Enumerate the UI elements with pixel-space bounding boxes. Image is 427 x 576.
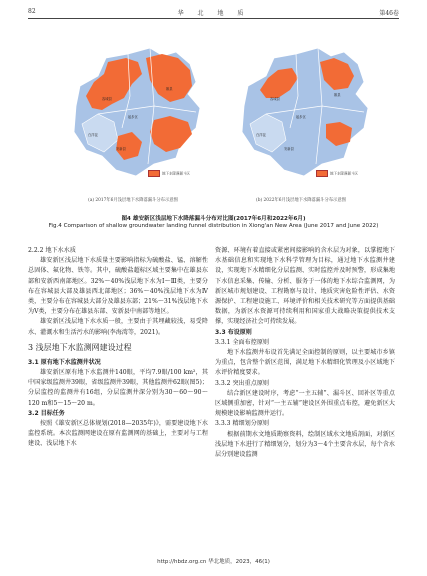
header-rule xyxy=(28,18,399,19)
body-paragraph: 根据前期水文地质勘察资料，绘制区域水文地质剖面，对新区浅层地下水进行了精细划分，划分为3～4个主要含水层，每个含水层分别建设监测 xyxy=(215,430,395,459)
map-label-xiongxian: 雄县 xyxy=(334,93,341,97)
body-paragraph: 雄安新区原有地下水监测井140眼，平均7.9眼/100 km²，其中国家级监测井39眼，省级监测井39眼，其他监测井62眼(图5)；分层监控的监测井有16组，分层监测井深分别为30～60～90～120 m和5～15～20 m。 xyxy=(28,369,208,407)
map-label-rongcheng: 容城县 xyxy=(102,97,112,101)
map-label-rongcheng: 容城县 xyxy=(270,97,280,101)
page-footer: http://hbdz.org.cn 华北地质，2023，46(1) xyxy=(157,559,270,565)
body-paragraph: 地下水监测井布设首先满足全面控制的原则，以主要城市乡镇为重点，包含整个新区范围，满足地下水精细化管理及小区域地下水评价精度要求。 xyxy=(215,349,395,377)
section-heading-3-3-3: 3.3.3 精细划分原则 xyxy=(215,420,270,428)
map-panel-a xyxy=(58,36,208,203)
legend-label: 地下水降落漏斗区 xyxy=(162,171,190,176)
map-label-baiyangdian: 白洋淀 xyxy=(88,133,98,137)
running-header xyxy=(28,6,399,18)
legend-swatch xyxy=(316,170,328,177)
map-label-anxin: 安新县 xyxy=(284,147,294,151)
map-legend xyxy=(148,170,190,177)
section-heading-3: 3 浅层地下水监测网建设过程 xyxy=(28,342,132,352)
figure-caption xyxy=(28,214,399,231)
body-paragraph: 雄安新区浅层地下水水质一般，主要由于其埋藏较浅，易受降水、灌溉水和生活污水的影响(李海湾等，2021)。 xyxy=(28,318,208,336)
page-number: 82 xyxy=(28,8,36,15)
body-paragraph: 雄安新区浅层地下水质量主要影响指标为硫酸盐、锰、溶解性总固体、氟化物、铁等。其中，硫酸盐超标区域主要集中在雄县东部和安新西南部地区。32%～40%浅层地下水为Ⅰ～Ⅲ类，主要分布在容城县大部及雄县西北部地区；36%～40%浅层地下水为Ⅳ类，主要分布在容城县大部分及雄县东部；21%～31%浅层地下水为Ⅴ类，主要分布在雄县东部、安新县中南部等地区。 xyxy=(28,257,208,316)
section-heading-3-1: 3.1 原有地下水监测井状况 xyxy=(28,358,101,366)
section-heading-3-3-2: 3.3.2 突出重点原则 xyxy=(215,379,270,387)
figure-caption-zh: 图4 雄安新区浅层地下水降落漏斗分布对比图(2017年6月和2022年6月) xyxy=(121,216,306,222)
right-column xyxy=(215,246,395,460)
map-label-baiyangdian: 白洋淀 xyxy=(256,133,266,137)
left-column xyxy=(28,246,208,450)
map-label-qibuqu: 起步区 xyxy=(128,115,138,119)
map-label-xiongxian: 雄县 xyxy=(166,87,173,91)
panel-a-caption: (a) 2017年6月浅层地下水降落漏斗分布示意图 xyxy=(88,198,178,203)
map-label-qibuqu: 起步区 xyxy=(296,115,306,119)
body-paragraph: 按照《雄安新区总体规划(2018—2035年)》，需要建设地下水监控系统。本次监测网建设在原有监测网的基础上，主要对与工程建设、浅层地下水 xyxy=(28,420,208,448)
body-paragraph: 结合新区建设时序，考虑“一主五辅”、漏斗区、回补区等重点区域侧重加密，针对“一主五辅”建设区外围重点布控，避免新区大规模建设影响监测井运行。 xyxy=(215,389,395,418)
section-heading-3-2: 3.2 目标任务 xyxy=(28,409,65,417)
legend-swatch xyxy=(148,170,160,177)
figure-4 xyxy=(58,36,376,208)
section-heading-3-3: 3.3 布设原则 xyxy=(215,328,252,336)
legend-label: 地下水降落漏斗区 xyxy=(330,171,358,176)
panel-b-caption: (b) 2022年6月浅层地下水降落漏斗分布示意图 xyxy=(256,198,346,203)
map-a-graphic xyxy=(58,36,208,186)
map-label-anxin: 安新县 xyxy=(116,147,126,151)
journal-name: 华 北 地 质 xyxy=(177,10,250,17)
body-paragraph: 资源、环境有着直接或紧密间接影响的含水层为对象，以掌握地下水基础信息和实现地下水科学管理为目标，通过地下水监测井建设，实现地下水精细化分层监测、实时监控并及时预警，形成集地下水信息采集、传输、分析、服务于一体的地下水综合监测网，为新区城市规划建设、工程勘察与设计、地质灾害危险性评估、水资源保护、工程建设施工、环境评价和相关技术研究等方面提供基础数据，为新区水资源可持续利用和国家重大战略决策提供技术支撑，实现经济社会可持续发展。 xyxy=(215,247,395,326)
volume-label: 第46卷 xyxy=(379,10,399,17)
map-b-graphic xyxy=(226,36,376,186)
section-heading-3-3-1: 3.3.1 全面布控原则 xyxy=(215,338,270,346)
map-panel-b xyxy=(226,36,376,203)
section-heading-2-2-2: 2.2.2 地下水水质 xyxy=(28,247,76,254)
figure-caption-en: Fig.4 Comparison of shallow groundwater landing funnel distribution in Xiong'an New Area (June 2017 and June 2022) xyxy=(48,223,379,229)
map-legend xyxy=(316,170,358,177)
